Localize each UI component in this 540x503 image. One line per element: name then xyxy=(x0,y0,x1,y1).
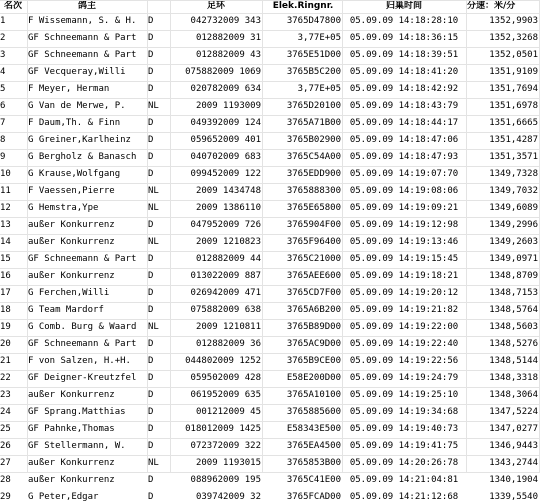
rank-cell: 27 xyxy=(0,458,11,468)
owner-cell: außer Konkurrenz xyxy=(28,237,115,247)
grid-line xyxy=(0,387,540,388)
header-ring: 足环 xyxy=(206,1,225,11)
ring-cell: 012882009 31 xyxy=(195,33,261,43)
grid-line xyxy=(0,285,540,286)
rank-cell: 21 xyxy=(0,356,11,366)
arrival-time-cell: 05.09.09 14:19:41:75 xyxy=(349,441,459,451)
arrival-time-cell: 05.09.09 14:19:22:56 xyxy=(349,356,459,366)
ring-cell: 099452009 122 xyxy=(190,169,261,179)
elec-ringnr-cell: 3765885600 xyxy=(286,407,341,417)
speed-cell: 1348,5144 xyxy=(489,356,538,366)
ring-cell: 042732009 343 xyxy=(190,16,261,26)
arrival-time-cell: 05.09.09 14:18:41:20 xyxy=(349,67,459,77)
country-cell: D xyxy=(148,84,154,94)
elec-ringnr-cell: 3765EA4500 xyxy=(286,441,341,451)
ring-cell: 088962009 195 xyxy=(190,475,261,485)
ring-cell: 039742009 32 xyxy=(195,492,261,502)
rank-cell: 9 xyxy=(0,152,6,162)
speed-cell: 1347,5224 xyxy=(489,407,538,417)
owner-cell: GF Schneemann & Part xyxy=(28,254,137,264)
rank-cell: 25 xyxy=(0,424,11,434)
country-cell: NL xyxy=(148,203,159,213)
owner-cell: GF Pahnke,Thomas xyxy=(28,424,115,434)
grid-line xyxy=(0,98,540,99)
speed-cell: 1343,2744 xyxy=(489,458,538,468)
header-rank: 名次 xyxy=(3,1,22,11)
rank-cell: 3 xyxy=(0,50,6,60)
owner-cell: G Peter,Edgar xyxy=(28,492,99,502)
speed-cell: 1351,9109 xyxy=(489,67,538,77)
grid-line xyxy=(0,370,540,371)
header-speed: 分速：米/分 xyxy=(467,1,516,11)
grid-line xyxy=(0,149,540,150)
owner-cell: G Krause,Wolfgang xyxy=(28,169,121,179)
country-cell: D xyxy=(148,271,154,281)
rank-cell: 22 xyxy=(0,373,11,383)
arrival-time-cell: 05.09.09 14:18:39:51 xyxy=(349,50,459,60)
ring-cell: 020782009 634 xyxy=(190,84,261,94)
ring-cell: 075882009 638 xyxy=(190,305,261,315)
elec-ringnr-cell: 3765888300 xyxy=(286,186,341,196)
owner-cell: GF Deigner-Kreutzfel xyxy=(28,373,137,383)
elec-ringnr-cell: 3765E51D00 xyxy=(286,50,341,60)
elec-ringnr-cell: 3765D47800 xyxy=(286,16,341,26)
owner-cell: G Greiner,Karlheinz xyxy=(28,135,131,145)
grid-line xyxy=(0,217,540,218)
ring-cell: 044802009 1252 xyxy=(185,356,261,366)
speed-cell: 1348,3064 xyxy=(489,390,538,400)
owner-cell: G Bergholz & Banasch xyxy=(28,152,137,162)
arrival-time-cell: 05.09.09 14:20:26:78 xyxy=(349,458,459,468)
grid-line xyxy=(0,30,540,31)
country-cell: D xyxy=(148,220,154,230)
elec-ringnr-cell: 3765F96400 xyxy=(286,237,341,247)
grid-line xyxy=(0,319,540,320)
rank-cell: 2 xyxy=(0,33,6,43)
elec-ringnr-cell: 3765853B00 xyxy=(286,458,341,468)
owner-cell: G Comb. Burg & Waard xyxy=(28,322,137,332)
speed-cell: 1352,9903 xyxy=(489,16,538,26)
grid-line xyxy=(0,404,540,405)
owner-cell: F von Salzen, H.+H. xyxy=(28,356,131,366)
rank-cell: 18 xyxy=(0,305,11,315)
speed-cell: 1349,2996 xyxy=(489,220,538,230)
elec-ringnr-cell: 3765AEE600 xyxy=(286,271,341,281)
speed-cell: 1349,7328 xyxy=(489,169,538,179)
elec-ringnr-cell: 3765B89D00 xyxy=(286,322,341,332)
ring-cell: 012882009 36 xyxy=(195,339,261,349)
country-cell: D xyxy=(148,152,154,162)
rank-cell: 4 xyxy=(0,67,6,77)
country-cell: NL xyxy=(148,186,159,196)
speed-cell: 1348,7153 xyxy=(489,288,538,298)
country-cell: D xyxy=(148,407,154,417)
speed-cell: 1351,3571 xyxy=(489,152,538,162)
rank-cell: 23 xyxy=(0,390,11,400)
speed-cell: 1352,3268 xyxy=(489,33,538,43)
country-cell: NL xyxy=(148,322,159,332)
elec-ringnr-cell: 3765904F00 xyxy=(286,220,341,230)
speed-cell: 1351,7694 xyxy=(489,84,538,94)
owner-cell: GF Schneemann & Part xyxy=(28,339,137,349)
grid-line xyxy=(0,200,540,201)
elec-ringnr-cell: 3765C21000 xyxy=(286,254,341,264)
country-cell: D xyxy=(148,305,154,315)
owner-cell: F Vaessen,Pierre xyxy=(28,186,115,196)
header-elec-ringnr: Elek.Ringnr. xyxy=(272,1,334,11)
elec-ringnr-cell: 3,77E+05 xyxy=(297,84,341,94)
elec-ringnr-cell: 3765EDD900 xyxy=(286,169,341,179)
speed-cell: 1348,8709 xyxy=(489,271,538,281)
arrival-time-cell: 05.09.09 14:18:43:79 xyxy=(349,101,459,111)
ring-cell: 2009 1386110 xyxy=(195,203,261,213)
country-cell: D xyxy=(148,50,154,60)
owner-cell: F Wissemann, S. & H. xyxy=(28,16,137,26)
rank-cell: 5 xyxy=(0,84,6,94)
grid-line xyxy=(0,13,540,14)
owner-cell: außer Konkurrenz xyxy=(28,220,115,230)
arrival-time-cell: 05.09.09 14:21:12:68 xyxy=(349,492,459,502)
ring-cell: 2009 1193009 xyxy=(195,101,261,111)
speed-cell: 1349,0971 xyxy=(489,254,538,264)
speed-cell: 1351,4287 xyxy=(489,135,538,145)
ring-cell: 040702009 683 xyxy=(190,152,261,162)
country-cell: D xyxy=(148,33,154,43)
ring-cell: 059502009 428 xyxy=(190,373,261,383)
arrival-time-cell: 05.09.09 14:19:18:21 xyxy=(349,271,459,281)
country-cell: D xyxy=(148,67,154,77)
country-cell: D xyxy=(148,373,154,383)
elec-ringnr-cell: 3765C41E00 xyxy=(286,475,341,485)
speed-cell: 1351,6978 xyxy=(489,101,538,111)
rank-cell: 12 xyxy=(0,203,11,213)
grid-line xyxy=(0,115,540,116)
rank-cell: 11 xyxy=(0,186,11,196)
owner-cell: F Meyer, Herman xyxy=(28,84,110,94)
country-cell: NL xyxy=(148,458,159,468)
grid-line xyxy=(0,353,540,354)
arrival-time-cell: 05.09.09 14:18:42:92 xyxy=(349,84,459,94)
ring-cell: 2009 1210811 xyxy=(195,322,261,332)
ring-cell: 2009 1193015 xyxy=(195,458,261,468)
elec-ringnr-cell: E58343E500 xyxy=(286,424,341,434)
country-cell: NL xyxy=(148,101,159,111)
owner-cell: G Ferchen,Willi xyxy=(28,288,110,298)
speed-cell: 1340,1904 xyxy=(489,475,538,485)
arrival-time-cell: 05.09.09 14:18:44:17 xyxy=(349,118,459,128)
country-cell: D xyxy=(148,424,154,434)
grid-line xyxy=(0,183,540,184)
country-cell: D xyxy=(148,16,154,26)
rank-cell: 15 xyxy=(0,254,11,264)
owner-cell: GF Vecqueray,Willi xyxy=(28,67,126,77)
arrival-time-cell: 05.09.09 14:19:07:70 xyxy=(349,169,459,179)
header-arrival-time: 归巢时间 xyxy=(385,1,422,11)
speed-cell: 1348,5603 xyxy=(489,322,538,332)
owner-cell: G Team Mardorf xyxy=(28,305,104,315)
country-cell: D xyxy=(148,288,154,298)
elec-ringnr-cell: 3765A10100 xyxy=(286,390,341,400)
ring-cell: 061952009 635 xyxy=(190,390,261,400)
elec-ringnr-cell: 3765B5C200 xyxy=(286,67,341,77)
owner-cell: außer Konkurrenz xyxy=(28,458,115,468)
owner-cell: GF Stellermann, W. xyxy=(28,441,126,451)
country-cell: D xyxy=(148,339,154,349)
arrival-time-cell: 05.09.09 14:19:20:12 xyxy=(349,288,459,298)
arrival-time-cell: 05.09.09 14:19:24:79 xyxy=(349,373,459,383)
country-cell: D xyxy=(148,169,154,179)
arrival-time-cell: 05.09.09 14:19:09:21 xyxy=(349,203,459,213)
speed-cell: 1347,0277 xyxy=(489,424,538,434)
grid-line xyxy=(0,268,540,269)
ring-cell: 047952009 726 xyxy=(190,220,261,230)
owner-cell: außer Konkurrenz xyxy=(28,475,115,485)
arrival-time-cell: 05.09.09 14:18:47:93 xyxy=(349,152,459,162)
rank-cell: 17 xyxy=(0,288,11,298)
owner-cell: außer Konkurrenz xyxy=(28,390,115,400)
elec-ringnr-cell: 3765AC9D00 xyxy=(286,339,341,349)
grid-line xyxy=(0,81,540,82)
rank-cell: 20 xyxy=(0,339,11,349)
arrival-time-cell: 05.09.09 14:19:22:00 xyxy=(349,322,459,332)
arrival-time-cell: 05.09.09 14:19:15:45 xyxy=(349,254,459,264)
speed-cell: 1349,2603 xyxy=(489,237,538,247)
speed-cell: 1352,0501 xyxy=(489,50,538,60)
grid-line xyxy=(0,251,540,252)
grid-line xyxy=(0,438,540,439)
rank-cell: 26 xyxy=(0,441,11,451)
speed-cell: 1351,6665 xyxy=(489,118,538,128)
speed-cell: 1348,3318 xyxy=(489,373,538,383)
country-cell: D xyxy=(148,475,154,485)
rank-cell: 14 xyxy=(0,237,11,247)
rank-cell: 1 xyxy=(0,16,6,26)
elec-ringnr-cell: 3765B9CE00 xyxy=(286,356,341,366)
elec-ringnr-cell: 3765FCAD00 xyxy=(286,492,341,502)
ring-cell: 026942009 471 xyxy=(190,288,261,298)
ring-cell: 075882009 1069 xyxy=(185,67,261,77)
country-cell: D xyxy=(148,135,154,145)
rank-cell: 7 xyxy=(0,118,6,128)
rank-cell: 10 xyxy=(0,169,11,179)
country-cell: D xyxy=(148,254,154,264)
grid-line xyxy=(0,132,540,133)
owner-cell: GF Sprang.Matthias xyxy=(28,407,126,417)
arrival-time-cell: 05.09.09 14:19:22:40 xyxy=(349,339,459,349)
arrival-time-cell: 05.09.09 14:19:25:10 xyxy=(349,390,459,400)
country-cell: D xyxy=(148,441,154,451)
arrival-time-cell: 05.09.09 14:18:28:10 xyxy=(349,16,459,26)
elec-ringnr-cell: 3765B02900 xyxy=(286,135,341,145)
elec-ringnr-cell: 3765A6B200 xyxy=(286,305,341,315)
arrival-time-cell: 05.09.09 14:19:34:68 xyxy=(349,407,459,417)
elec-ringnr-cell: 3,77E+05 xyxy=(297,33,341,43)
owner-cell: F Daum,Th. & Finn xyxy=(28,118,121,128)
speed-cell: 1349,7032 xyxy=(489,186,538,196)
arrival-time-cell: 05.09.09 14:19:08:06 xyxy=(349,186,459,196)
rank-cell: 28 xyxy=(0,475,11,485)
speed-cell: 1348,5276 xyxy=(489,339,538,349)
rank-cell: 8 xyxy=(0,135,6,145)
ring-cell: 049392009 124 xyxy=(190,118,261,128)
owner-cell: G Hemstra,Ype xyxy=(28,203,99,213)
speed-cell: 1348,5764 xyxy=(489,305,538,315)
ring-cell: 2009 1210823 xyxy=(195,237,261,247)
speed-cell: 1346,9443 xyxy=(489,441,538,451)
grid-line xyxy=(0,234,540,235)
elec-ringnr-cell: 3765C54A00 xyxy=(286,152,341,162)
rank-cell: 29 xyxy=(0,492,11,502)
country-cell: D xyxy=(148,390,154,400)
elec-ringnr-cell: 3765A71B00 xyxy=(286,118,341,128)
ring-cell: 012882009 44 xyxy=(195,254,261,264)
ring-cell: 001212009 45 xyxy=(195,407,261,417)
rank-cell: 19 xyxy=(0,322,11,332)
grid-line xyxy=(0,421,540,422)
rank-cell: 6 xyxy=(0,101,6,111)
grid-line xyxy=(0,302,540,303)
owner-cell: außer Konkurrenz xyxy=(28,271,115,281)
ring-cell: 059652009 401 xyxy=(190,135,261,145)
ring-cell: 2009 1434748 xyxy=(195,186,261,196)
ring-cell: 013022009 887 xyxy=(190,271,261,281)
arrival-time-cell: 05.09.09 14:18:36:15 xyxy=(349,33,459,43)
grid-line xyxy=(0,166,540,167)
owner-cell: GF Schneemann & Part xyxy=(28,50,137,60)
grid-line xyxy=(0,47,540,48)
elec-ringnr-cell: 3765D20100 xyxy=(286,101,341,111)
arrival-time-cell: 05.09.09 14:18:47:06 xyxy=(349,135,459,145)
elec-ringnr-cell: E58E200D00 xyxy=(286,373,341,383)
grid-line xyxy=(0,64,540,65)
rank-cell: 16 xyxy=(0,271,11,281)
ring-cell: 072372009 322 xyxy=(190,441,261,451)
owner-cell: G Van de Merwe, P. xyxy=(28,101,126,111)
owner-cell: GF Schneemann & Part xyxy=(28,33,137,43)
grid-line xyxy=(0,455,540,456)
grid-line xyxy=(0,336,540,337)
country-cell: D xyxy=(148,356,154,366)
arrival-time-cell: 05.09.09 14:19:12:98 xyxy=(349,220,459,230)
arrival-time-cell: 05.09.09 14:19:13:46 xyxy=(349,237,459,247)
rank-cell: 13 xyxy=(0,220,11,230)
country-cell: D xyxy=(148,118,154,128)
elec-ringnr-cell: 3765CD7F00 xyxy=(286,288,341,298)
arrival-time-cell: 05.09.09 14:19:21:82 xyxy=(349,305,459,315)
country-cell: NL xyxy=(148,237,159,247)
arrival-time-cell: 05.09.09 14:19:40:73 xyxy=(349,424,459,434)
country-cell: D xyxy=(148,492,154,502)
speed-cell: 1349,6089 xyxy=(489,203,538,213)
header-owner: 鸽主 xyxy=(77,1,96,11)
ring-cell: 018012009 1425 xyxy=(185,424,261,434)
speed-cell: 1339,5540 xyxy=(489,492,538,502)
ring-cell: 012882009 43 xyxy=(195,50,261,60)
elec-ringnr-cell: 3765E65800 xyxy=(286,203,341,213)
arrival-time-cell: 05.09.09 14:21:04:81 xyxy=(349,475,459,485)
rank-cell: 24 xyxy=(0,407,11,417)
